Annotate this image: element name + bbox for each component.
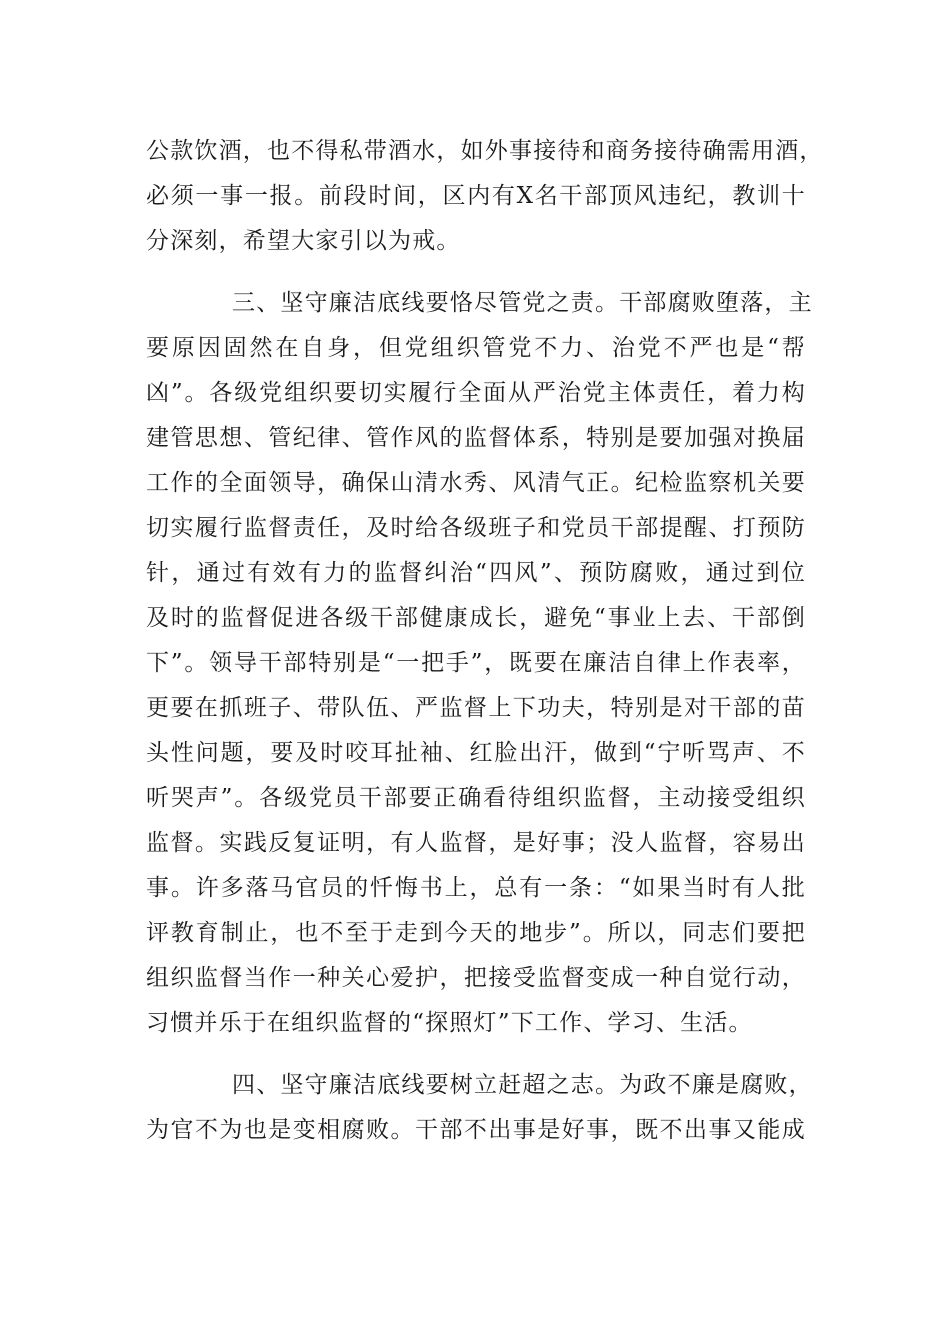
- text-line: 切实履行监督责任，及时给各级班子和党员干部提醒、打预防: [146, 515, 806, 541]
- text-line: 头性问题，要及时咬耳扯袖、红脸出汗，做到“宁听骂声、不: [146, 740, 806, 766]
- text-line: 分深刻，希望大家引以为戒。: [146, 228, 461, 254]
- text-line: 下”。领导干部特别是“一把手”，既要在廉洁自律上作表率，: [146, 650, 806, 676]
- text-line: 必须一事一报。前段时间，区内有X名干部顶风违纪，教训十: [146, 183, 806, 209]
- text-line: 组织监督当作一种关心爱护，把接受监督变成一种自觉行动，: [146, 965, 806, 991]
- text-line: 凶”。各级党组织要切实履行全面从严治党主体责任，着力构: [146, 380, 806, 406]
- text-line: 建管思想、管纪律、管作风的监督体系，特别是要加强对换届: [146, 425, 806, 451]
- text-line: 及时的监督促进各级干部健康成长，避免“事业上去、干部倒: [146, 605, 806, 631]
- text-line: 更要在抓班子、带队伍、严监督上下功夫，特别是对干部的苗: [146, 695, 806, 721]
- text-line: 工作的全面领导，确保山清水秀、风清气正。纪检监察机关要: [146, 470, 806, 496]
- text-line: 事。许多落马官员的忏悔书上，总有一条：“如果当时有人批: [146, 875, 806, 901]
- section-heading-line: 三、坚守廉洁底线要恪尽管党之责。干部腐败堕落，主: [232, 290, 813, 316]
- text-line: 要原因固然在自身，但党组织管党不力、治党不严也是“帮: [146, 335, 806, 361]
- text-line: 监督。实践反复证明，有人监督，是好事；没人监督，容易出: [146, 830, 806, 856]
- text-line: 针，通过有效有力的监督纠治“四风”、预防腐败，通过到位: [146, 560, 806, 586]
- text-line: 听哭声”。各级党员干部要正确看待组织监督，主动接受组织: [146, 785, 806, 811]
- text-line: 习惯并乐于在组织监督的“探照灯”下工作、学习、生活。: [146, 1010, 753, 1036]
- text-line: 公款饮酒，也不得私带酒水，如外事接待和商务接待确需用酒，: [146, 138, 824, 164]
- section-heading-line: 四、坚守廉洁底线要树立赶超之志。为政不廉是腐败，: [232, 1072, 813, 1098]
- text-line: 为官不为也是变相腐败。干部不出事是好事，既不出事又能成: [146, 1117, 806, 1143]
- text-line: 评教育制止，也不至于走到今天的地步”。所以，同志们要把: [146, 920, 806, 946]
